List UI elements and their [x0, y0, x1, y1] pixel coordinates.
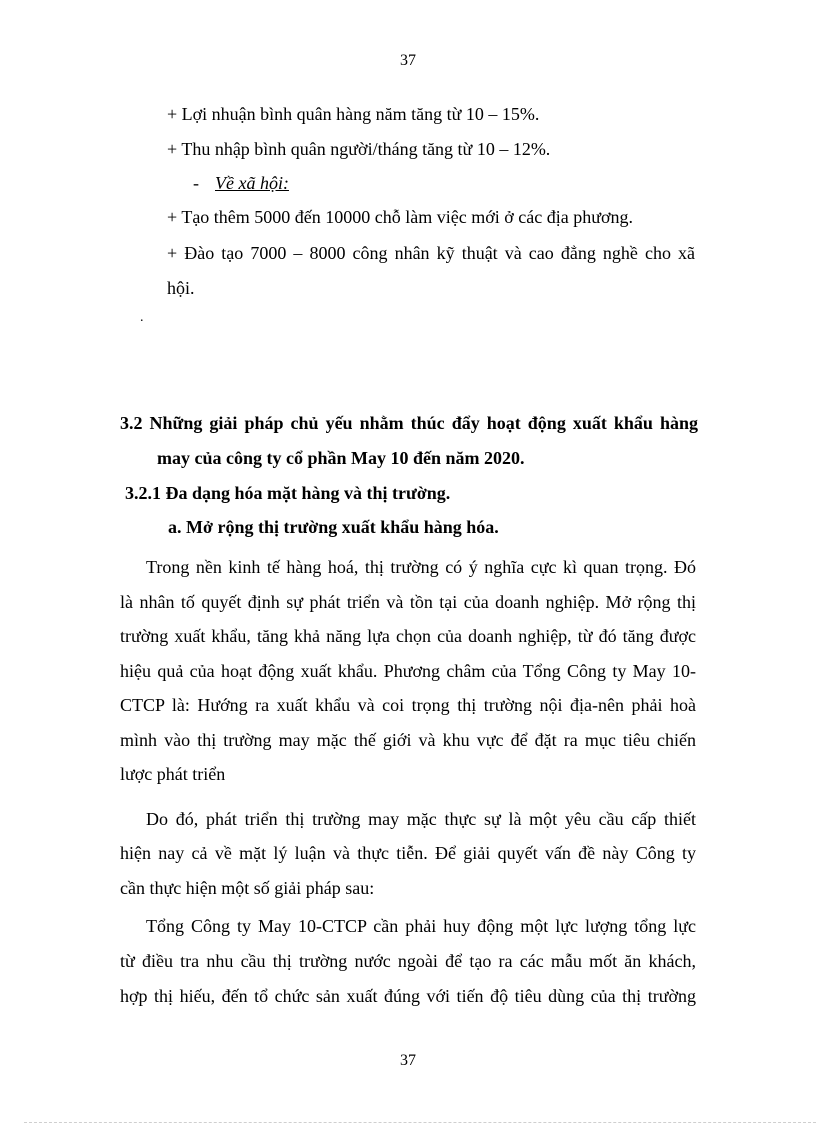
paragraph-line: Trong nền kinh tế hàng hoá, thị trường có ý nghĩa cực kì quan trọng. Đó [146, 557, 696, 577]
training-target-line: + Đào tạo 7000 – 8000 công nhân kỹ thuật và cao đẳng nghề cho xã [167, 243, 695, 263]
header-page-number: 37 [400, 52, 416, 69]
paragraph-line: mình vào thị trường may mặc thế giới và khu vực để đặt ra mục tiêu chiến [120, 730, 696, 750]
paragraph-line: hợp thị hiếu, đến tổ chức sản xuất đúng với tiến độ tiêu dùng của thị trường [120, 986, 696, 1006]
paragraph-line: Do đó, phát triển thị trường may mặc thực sự là một yêu cầu cấp thiết [146, 809, 696, 829]
paragraph-line: trường xuất khẩu, tăng khả năng lựa chọn của doanh nghiệp, từ đó tăng được [120, 626, 696, 646]
footer-page-number: 37 [400, 1052, 416, 1069]
paragraph-line: cần thực hiện một số giải pháp sau: [120, 878, 375, 898]
section-title-continued: may của công ty cổ phần May 10 đến năm 2020. [157, 448, 525, 468]
stray-dot: . [140, 310, 144, 325]
paragraph-line: hiện nay cả về mặt lý luận và thực tiễn. Để giải quyết vấn đề này Công ty [120, 843, 696, 863]
item-title: a. Mở rộng thị trường xuất khẩu hàng hóa. [168, 517, 499, 537]
social-heading: Về xã hội: [215, 173, 289, 193]
section-title: 3.2 Những giải pháp chủ yếu nhằm thúc đẩy hoạt động xuất khẩu hàng [120, 413, 698, 433]
paragraph-line: Tổng Công ty May 10-CTCP cần phải huy động một lực lượng tổng lực [146, 916, 696, 936]
training-target-line-continued: hội. [167, 278, 195, 298]
paragraph-line: CTCP là: Hướng ra xuất khẩu và coi trọng thị trường nội địa-nên phải hoà [120, 695, 696, 715]
paragraph-line: từ điều tra nhu cầu thị trường nước ngoài để tạo ra các mẫu mốt ăn khách, [120, 951, 696, 971]
jobs-target-line: + Tạo thêm 5000 đến 10000 chỗ làm việc mới ở các địa phương. [167, 207, 634, 227]
subsection-title: 3.2.1 Đa dạng hóa mặt hàng và thị trường. [125, 483, 451, 503]
profit-target-line: + Lợi nhuận bình quân hàng năm tăng từ 10 – 15%. [167, 104, 540, 124]
paragraph-line: lược phát triển [120, 764, 226, 784]
income-target-line: + Thu nhập bình quân người/tháng tăng từ 10 – 12%. [167, 139, 551, 159]
paragraph-line: là nhân tố quyết định sự phát triển và tồn tại của doanh nghiệp. Mở rộng thị [120, 592, 696, 612]
paragraph-line: hiệu quả của hoạt động xuất khẩu. Phương châm của Tổng Công ty May 10- [120, 661, 696, 681]
social-dash: - [193, 173, 199, 193]
